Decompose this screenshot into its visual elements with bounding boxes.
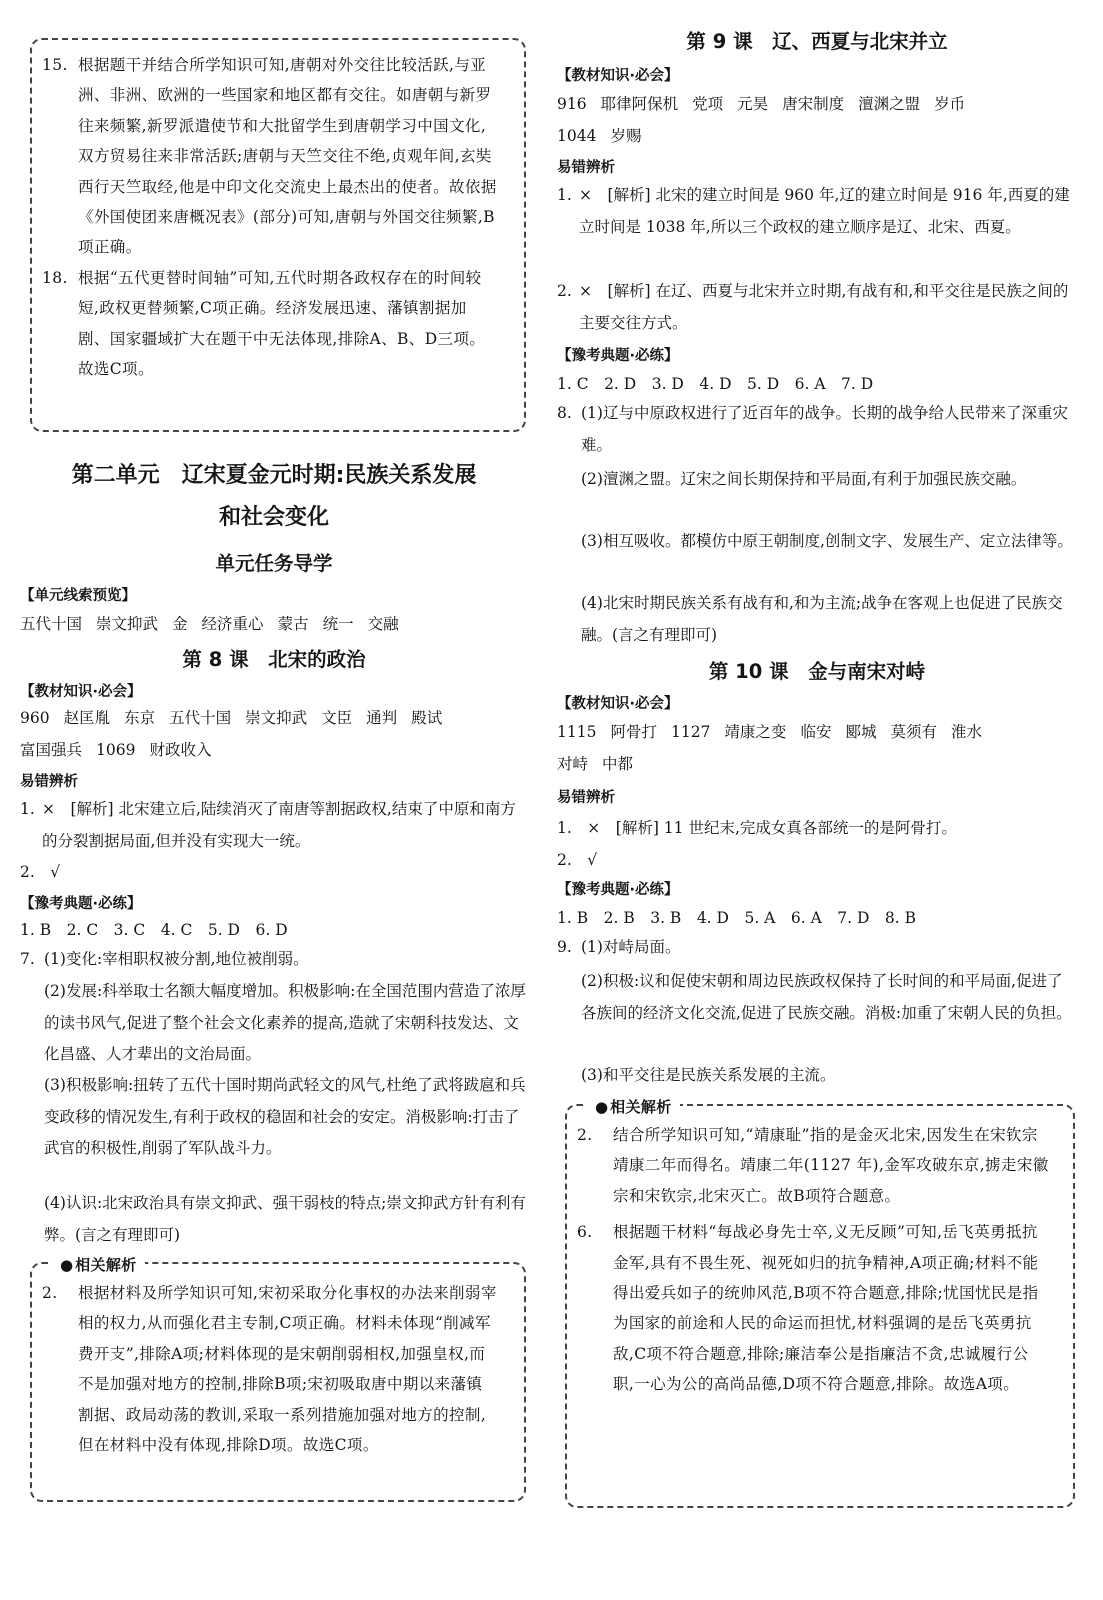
keyword-row: 五代十国 崇文抑武 金 经济重心 蒙古 统一 交融 [20,615,399,633]
answer-part: (1)对峙局面。 [581,938,681,956]
analysis-item: 15. 根据题干并结合所学知识可知,唐朝对外交往比较活跃,与亚洲、非洲、欧洲的一些国家和地区都有交往。如唐朝与新罗往来频繁,新罗派遣使节和大批留学生到唐朝学习中国文化,双方贸易往来非常活跃;唐朝与天竺交往不绝,贞观年间,玄奘西行天竺取经,他是中印文化交流史上最杰出的使者。故依据《外国使团来唐概况表》(部分)可知,唐朝与外国交往频繁,B项正确。 [42,56,497,257]
section-label: 【豫考典题·必练】 [557,348,679,364]
unit-title-line2: 和社会变化 [218,505,329,530]
answer-part: (1)辽与中原政权进行了近百年的战争。长期的战争给人民带来了深重灾难。 [581,404,1068,454]
analysis-box [30,1256,526,1502]
answer-row: 1. B 2. B 3. B 4. D 5. A 6. A 7. D 8. B [557,909,917,927]
answer-part: (3)和平交往是民族关系发展的主流。 [581,1066,836,1084]
lesson-title: 第 8 课 北宋的政治 [182,648,366,671]
answer-item: 2. √ [20,863,61,881]
keyword-row: 1115 阿骨打 1127 靖康之变 临安 郾城 莫须有 淮水 [557,723,982,741]
section-label: 【教材知识·必会】 [20,684,142,700]
keyword-row: 960 赵匡胤 东京 五代十国 崇文抑武 文臣 通判 殿试 [20,709,443,727]
question-number: 7. [20,950,35,968]
unit-guide-title: 单元任务导学 [215,552,333,575]
answer-part: (4)认识:北宋政治具有崇文抑武、强干弱枝的特点;崇文抑武方针有利有弊。(言之有理即可) [44,1194,526,1244]
section-label: 【教材知识·必会】 [557,696,679,712]
section-label: 【豫考典题·必练】 [20,896,142,912]
answer-part: (3)积极影响:扭转了五代十国时期尚武轻文的风气,杜绝了武将跋扈和兵变政移的情况发生,有利于政权的稳固和社会的安定。消极影响:打击了武官的积极性,削弱了军队战斗力。 [44,1076,526,1157]
answer-part: (2)积极:议和促使宋朝和周边民族政权保持了长时间的和平局面,促进了各族间的经济文化交流,促进了民族交融。消极:加重了宋朝人民的负担。 [581,972,1072,1022]
answer-row: 1. C 2. D 3. D 4. D 5. D 6. A 7. D [557,375,874,393]
answer-item: 2. √ [557,851,598,869]
keyword-row: 富国强兵 1069 财政收入 [20,741,212,759]
question-number: 8. [557,404,572,422]
keyword-row: 对峙 中都 [557,755,634,773]
section-label: 易错辨析 [557,160,615,176]
analysis-item: 18. 根据“五代更替时间轴”可知,五代时期各政权存在的时间较短,政权更替频繁,C项正确。经济发展迅速、藩镇割据加剧、国家疆域扩大在题干中无法体现,排除A、B、D三项。故选C项。 [42,268,486,379]
question-number: 9. [557,938,572,956]
section-label: 【单元线索预览】 [20,588,136,604]
analysis-item: 6. 根据题干材料“每战必身先士卒,义无反顾”可知,岳飞英勇抵抗金军,具有不畏生死、视死如归的抗争精神,A项正确;材料不能得出爱兵如子的统帅风范,B项不符合题意,排除;忧国忧民是指为国家的前途和人民的命运而担忧,材料强调的是岳飞英勇抗敌,C项不符合题意,排除;廉洁奉公是指廉洁不贪,忠诚履行公职,一心为公的高尚品德,D项不符合题意,排除。故选A项。 [577,1223,1039,1394]
answer-item: 1. × [解析] 11 世纪末,完成女真各部统一的是阿骨打。 [557,819,957,837]
answer-part: (2)澶渊之盟。辽宋之间长期保持和平局面,有利于加强民族交融。 [581,470,1027,488]
unit-title: 第二单元 辽宋夏金元时期:民族关系发展 [71,463,477,488]
answer-row: 1. B 2. C 3. C 4. C 5. D 6. D [20,921,288,939]
answer-item: 1. × [解析] 北宋的建立时间是 960 年,辽的建立时间是 916 年,西夏的建立时间是 1038 年,所以三个政权的建立顺序是辽、北宋、西夏。 [557,186,1070,236]
answer-item: 1. × [解析] 北宋建立后,陆续消灭了南唐等割据政权,结束了中原和南方的分裂割据局面,但并没有实现大一统。 [20,800,516,850]
section-label: 【教材知识·必会】 [557,68,679,84]
analysis-item: 2. 结合所学知识可知,“靖康耻”指的是金灭北宋,因发生在宋钦宗靖康二年而得名。靖康二年(1127 年),金军攻破东京,掳走宋徽宗和宋钦宗,北宋灭亡。故B项符合题意。 [577,1126,1049,1205]
section-label: 易错辨析 [557,790,615,806]
answer-part: (3)相互吸收。都模仿中原王朝制度,创制文字、发展生产、定立法律等。 [581,532,1073,550]
lesson-title: 第 9 课 辽、西夏与北宋并立 [686,30,948,53]
analysis-item: 2. 根据材料及所学知识可知,宋初采取分化事权的办法来削弱宰相的权力,从而强化君主专制,C项正确。材料未体现“削减军费开支”,排除A项;材料体现的是宋朝削弱相权,加强皇权,而不是加强对地方的控制,排除B项;宋初吸取唐中期以来藩镇割据、政局动荡的教训,采取一系列措施加强对地方的控制,但在材料中没有体现,排除D项。故选C项。 [42,1284,497,1455]
analysis-tag: ●相关解析 [52,1250,145,1280]
keyword-row: 1044 岁赐 [557,127,642,145]
answer-part: (4)北宋时期民族关系有战有和,和为主流;战争在客观上也促进了民族交融。(言之有理即可) [581,594,1063,644]
answer-part: (1)变化:宰相职权被分割,地位被削弱。 [44,950,309,968]
analysis-box [565,1098,1075,1508]
section-label: 【豫考典题·必练】 [557,882,679,898]
answer-item: 2. × [解析] 在辽、西夏与北宋并立时期,有战有和,和平交往是民族之间的主要交往方式。 [557,282,1069,332]
keyword-row: 916 耶律阿保机 党项 元昊 唐宋制度 澶渊之盟 岁币 [557,95,966,113]
section-label: 易错辨析 [20,774,78,790]
analysis-tag: ●相关解析 [587,1092,680,1122]
answer-part: (2)发展:科举取士名额大幅度增加。积极影响:在全国范围内营造了浓厚的读书风气,促进了整个社会文化素养的提高,造就了宋朝科技发达、文化昌盛、人才辈出的文治局面。 [44,982,526,1063]
analysis-box-top [30,38,526,432]
lesson-title: 第 10 课 金与南宋对峙 [708,660,926,683]
